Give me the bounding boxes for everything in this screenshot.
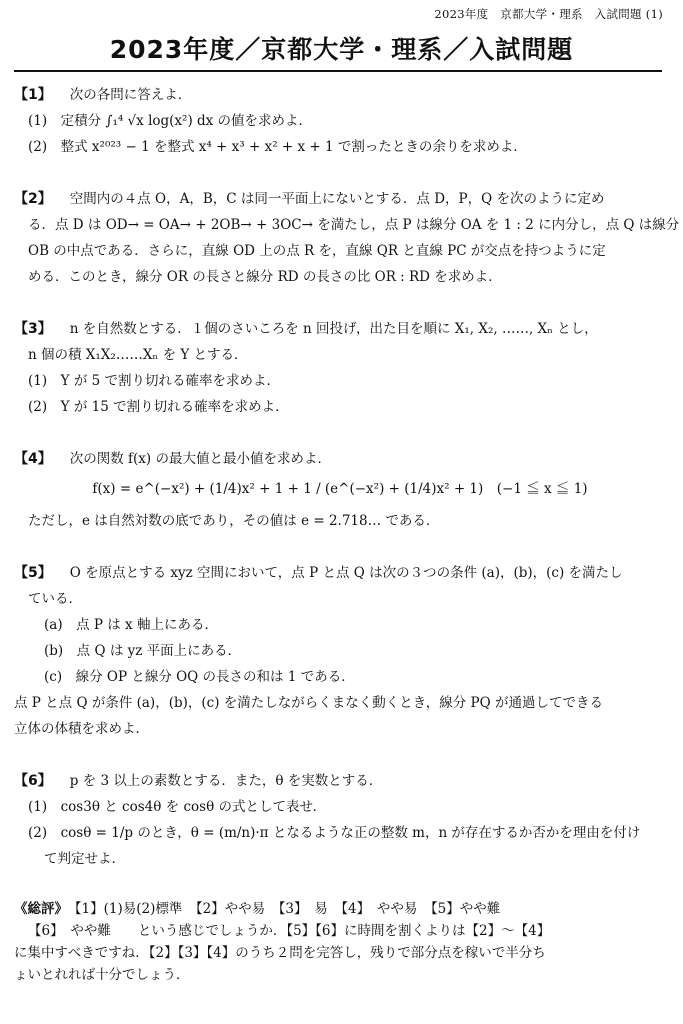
- problem-3: [14, 316, 666, 420]
- summary-text: 【1】(1)易(2)標準 【2】やや易 【3】 易 【4】 やや易 【5】やや難: [74, 901, 501, 917]
- header-exam-info: 2023年度 京都大学・理系 入試問題 (1): [434, 7, 663, 21]
- problem-text: (2) cosθ = 1/p のとき，θ = (m/n)·π となるような正の整数 m，n が存在するか否かを理由を付け: [28, 825, 641, 841]
- problem-text: 点 P と点 Q が条件 (a)，(b)，(c) を満たしながらくまなく動くとき，線分 PQ が通過してできる: [14, 695, 603, 711]
- problem-text: OB の中点である．さらに，直線 OD 上の点 R を，直線 QR と直線 PC が交点を持つように定: [28, 243, 606, 259]
- problem-text: て判定せよ．: [44, 851, 125, 867]
- problem-text: 次の関数 f(x) の最大値と最小値を求めよ．: [69, 451, 331, 467]
- problem-text: ている．: [28, 591, 82, 607]
- problem-2: [14, 186, 680, 290]
- summary-label: 《総評》: [14, 901, 62, 917]
- summary-text: 【6】 やや難 という感じでしょうか．【5】【6】に時間を割くよりは【2】〜【4】: [28, 923, 551, 939]
- problem-5: [14, 560, 666, 742]
- summary-text: に集中すべきですね．【2】【3】【4】のうち２問を完答し，残りで部分点を稼いで半分ち: [14, 945, 546, 961]
- problem-number: 【3】: [14, 321, 52, 337]
- problem-text: n 個の積 X₁X₂……Xₙ を Y とする．: [28, 347, 248, 363]
- function-equation: f(x) = e^(−x²) + (1/4)x² + 1 + 1 / (e^(−x²) + (1/4)x² + 1) (−1 ≦ x ≦ 1): [92, 481, 588, 497]
- problem-text: 空間内の４点 O，A，B，C は同一平面上にないとする．点 D，P，Q を次のように定め: [69, 191, 605, 207]
- problem-text: O を原点とする xyz 空間において，点 P と点 Q は次の３つの条件 (a)，(b)，(c) を満たし: [69, 565, 623, 581]
- condition-a: (a) 点 P は x 軸上にある．: [44, 617, 218, 633]
- problem-text: p を 3 以上の素数とする．また，θ を実数とする．: [69, 773, 383, 789]
- problem-1: [14, 82, 666, 160]
- problem-text: ただし，e は自然対数の底であり，その値は e = 2.718… である．: [28, 513, 440, 529]
- title-underline: [14, 70, 662, 72]
- problem-text: める．このとき，線分 OR の長さと線分 RD の長さの比 OR : RD を求めよ．: [28, 269, 502, 285]
- condition-b: (b) 点 Q は yz 平面上にある．: [44, 643, 242, 659]
- problem-text: (1) 定積分 ∫₁⁴ √x log(x²) dx の値を求めよ．: [28, 113, 313, 129]
- summary-section: [14, 898, 666, 986]
- summary-text: ょいとれれば十分でしょう．: [14, 967, 190, 983]
- problem-number: 【5】: [14, 565, 52, 581]
- problem-number: 【2】: [14, 191, 52, 207]
- problem-text: る．点 D は OD→ = OA→ + 2OB→ + 3OC→ を満たし，点 P は線分 OA を 1 : 2 に内分し，点 Q は線分: [28, 217, 680, 233]
- problem-text: (1) cos3θ と cos4θ を cosθ の式として表せ．: [28, 799, 327, 815]
- problem-text: n を自然数とする．１個のさいころを n 回投げ，出た目を順に X₁, X₂, ……, Xₙ とし，: [69, 321, 598, 337]
- problem-number: 【1】: [14, 87, 52, 103]
- problem-text: 立体の体積を求めよ．: [14, 721, 149, 737]
- condition-c: (c) 線分 OP と線分 OQ の長さの和は 1 である．: [44, 669, 355, 685]
- problem-text: (1) Y が 5 で割り切れる確率を求めよ．: [28, 373, 280, 389]
- problem-number: 【4】: [14, 451, 52, 467]
- problem-number: 【6】: [14, 773, 52, 789]
- problem-text: 次の各問に答えよ．: [69, 87, 192, 103]
- problem-6: [14, 768, 666, 872]
- problem-text: (2) Y が 15 で割り切れる確率を求めよ．: [28, 399, 289, 415]
- problem-list: [14, 82, 680, 986]
- problem-text: (2) 整式 x²⁰²³ − 1 を整式 x⁴ + x³ + x² + x + 1 で割ったときの余りを求めよ．: [28, 139, 527, 155]
- problem-4: [14, 446, 666, 534]
- page-title: 2023年度／京都大学・理系／入試問題: [109, 35, 574, 64]
